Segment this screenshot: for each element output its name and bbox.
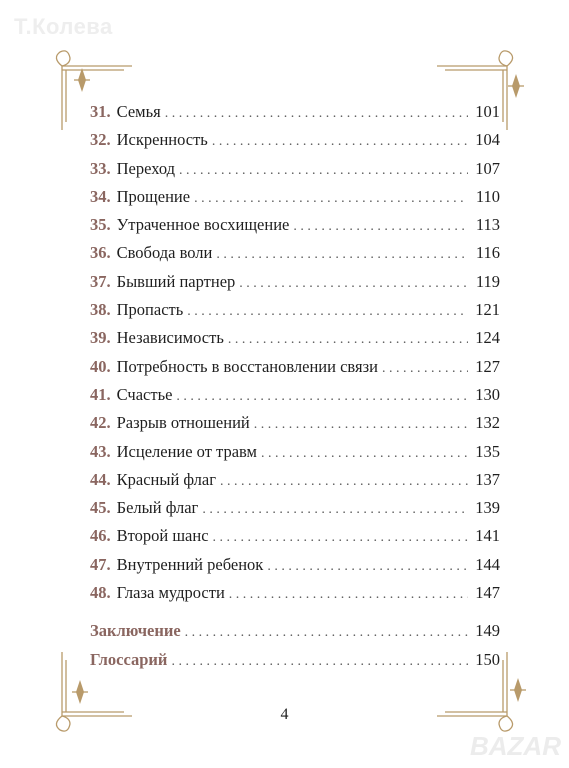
dot-leader <box>176 383 468 411</box>
toc-entry[interactable] <box>90 466 500 494</box>
entry-page: 137 <box>475 469 500 489</box>
entry-number: 45. <box>90 498 111 518</box>
entry-number: 36. <box>90 243 111 263</box>
entry-number: 33. <box>90 158 111 178</box>
entry-page: 132 <box>475 413 500 433</box>
watermark-author: Т.Колева <box>14 14 113 39</box>
entry-number: 47. <box>90 554 111 574</box>
entry-number: 44. <box>90 469 111 489</box>
dot-leader <box>171 647 468 676</box>
toc-entry[interactable] <box>90 353 500 381</box>
entry-page: 139 <box>475 498 500 518</box>
dot-leader <box>239 270 468 298</box>
toc-entry[interactable] <box>90 551 500 579</box>
entry-title: Потребность в восстановлении связи <box>116 356 378 376</box>
entry-title: Разрыв отношений <box>116 413 250 433</box>
toc-entry[interactable] <box>90 579 500 607</box>
toc-entry[interactable] <box>90 183 500 211</box>
entry-page: 124 <box>475 328 500 348</box>
entry-page: 104 <box>475 130 500 150</box>
watermark-site: BAZAR <box>470 731 561 761</box>
dot-leader <box>194 185 468 213</box>
entry-page: 130 <box>475 384 500 404</box>
entry-number: 42. <box>90 413 111 433</box>
entry-title: Пропасть <box>116 300 184 320</box>
toc-entry[interactable] <box>90 522 500 550</box>
entry-title: Утраченное восхищение <box>116 215 290 235</box>
entry-page: 144 <box>475 554 500 574</box>
page-number: 4 <box>280 706 289 723</box>
entry-page: 119 <box>475 271 500 291</box>
entry-page: 149 <box>475 621 500 640</box>
entry-number: 43. <box>90 441 111 461</box>
entry-page: 116 <box>475 243 500 263</box>
entry-number: 48. <box>90 583 111 603</box>
dot-leader <box>261 440 468 468</box>
entry-number: 38. <box>90 300 111 320</box>
dot-leader <box>187 298 468 326</box>
toc-entry[interactable] <box>90 211 500 239</box>
dot-leader <box>254 411 468 439</box>
dot-leader <box>382 355 468 383</box>
entry-title: Переход <box>116 158 176 178</box>
dot-leader <box>213 524 468 552</box>
entry-number: 34. <box>90 186 111 206</box>
toc-entry[interactable] <box>90 409 500 437</box>
entry-number: 40. <box>90 356 111 376</box>
entry-page: 107 <box>475 158 500 178</box>
entry-title: Глоссарий <box>90 650 168 669</box>
entry-number: 37. <box>90 271 111 291</box>
toc-closing-section <box>90 616 500 674</box>
entry-page: 121 <box>475 300 500 320</box>
dot-leader <box>267 553 468 581</box>
entry-page: 141 <box>475 526 500 546</box>
entry-number: 35. <box>90 215 111 235</box>
entry-title: Бывший партнер <box>116 271 236 291</box>
dot-leader <box>165 100 468 128</box>
entry-page: 101 <box>475 102 500 121</box>
entry-title: Красный флаг <box>116 469 217 489</box>
entry-number: 41. <box>90 384 111 404</box>
entry-title: Свобода воли <box>116 243 213 263</box>
dot-leader <box>220 468 468 496</box>
dot-leader <box>229 581 468 609</box>
entry-number: 32. <box>90 130 111 150</box>
entry-page: 147 <box>475 583 500 603</box>
dot-leader <box>202 496 468 524</box>
entry-number: 31. <box>90 102 111 121</box>
dot-leader <box>179 157 468 185</box>
toc-entry[interactable] <box>90 296 500 324</box>
toc-entry[interactable] <box>90 268 500 296</box>
entry-title: Искренность <box>116 130 208 150</box>
toc-entry[interactable] <box>90 324 500 352</box>
toc-entry[interactable] <box>90 155 500 183</box>
entry-title: Исцеление от травм <box>116 441 257 461</box>
table-of-contents <box>90 98 500 607</box>
toc-entry[interactable] <box>90 98 500 126</box>
entry-title: Независимость <box>116 328 224 348</box>
entry-title: Глаза мудрости <box>116 583 225 603</box>
dot-leader <box>216 241 468 269</box>
toc-entry[interactable] <box>90 438 500 466</box>
dot-leader <box>228 326 468 354</box>
entry-page: 127 <box>475 356 500 376</box>
entry-page: 113 <box>475 215 500 235</box>
dot-leader <box>293 213 468 241</box>
entry-page: 110 <box>475 186 500 206</box>
dot-leader <box>185 618 468 647</box>
toc-entry[interactable] <box>90 381 500 409</box>
entry-title: Прощение <box>116 186 191 206</box>
toc-entry[interactable] <box>90 239 500 267</box>
entry-title: Внутренний ребенок <box>116 554 264 574</box>
entry-title: Второй шанс <box>116 526 209 546</box>
dot-leader <box>212 128 468 156</box>
entry-title: Счастье <box>116 384 173 404</box>
entry-number: 46. <box>90 526 111 546</box>
entry-title: Белый флаг <box>116 498 199 518</box>
entry-page: 150 <box>475 650 500 669</box>
entry-title: Заключение <box>90 621 181 640</box>
entry-title: Семья <box>116 102 161 121</box>
toc-entry[interactable] <box>90 494 500 522</box>
entry-page: 135 <box>475 441 500 461</box>
toc-entry-glossary[interactable] <box>90 645 500 674</box>
entry-number: 39. <box>90 328 111 348</box>
toc-entry-conclusion[interactable] <box>90 616 500 645</box>
toc-entry[interactable] <box>90 126 500 154</box>
